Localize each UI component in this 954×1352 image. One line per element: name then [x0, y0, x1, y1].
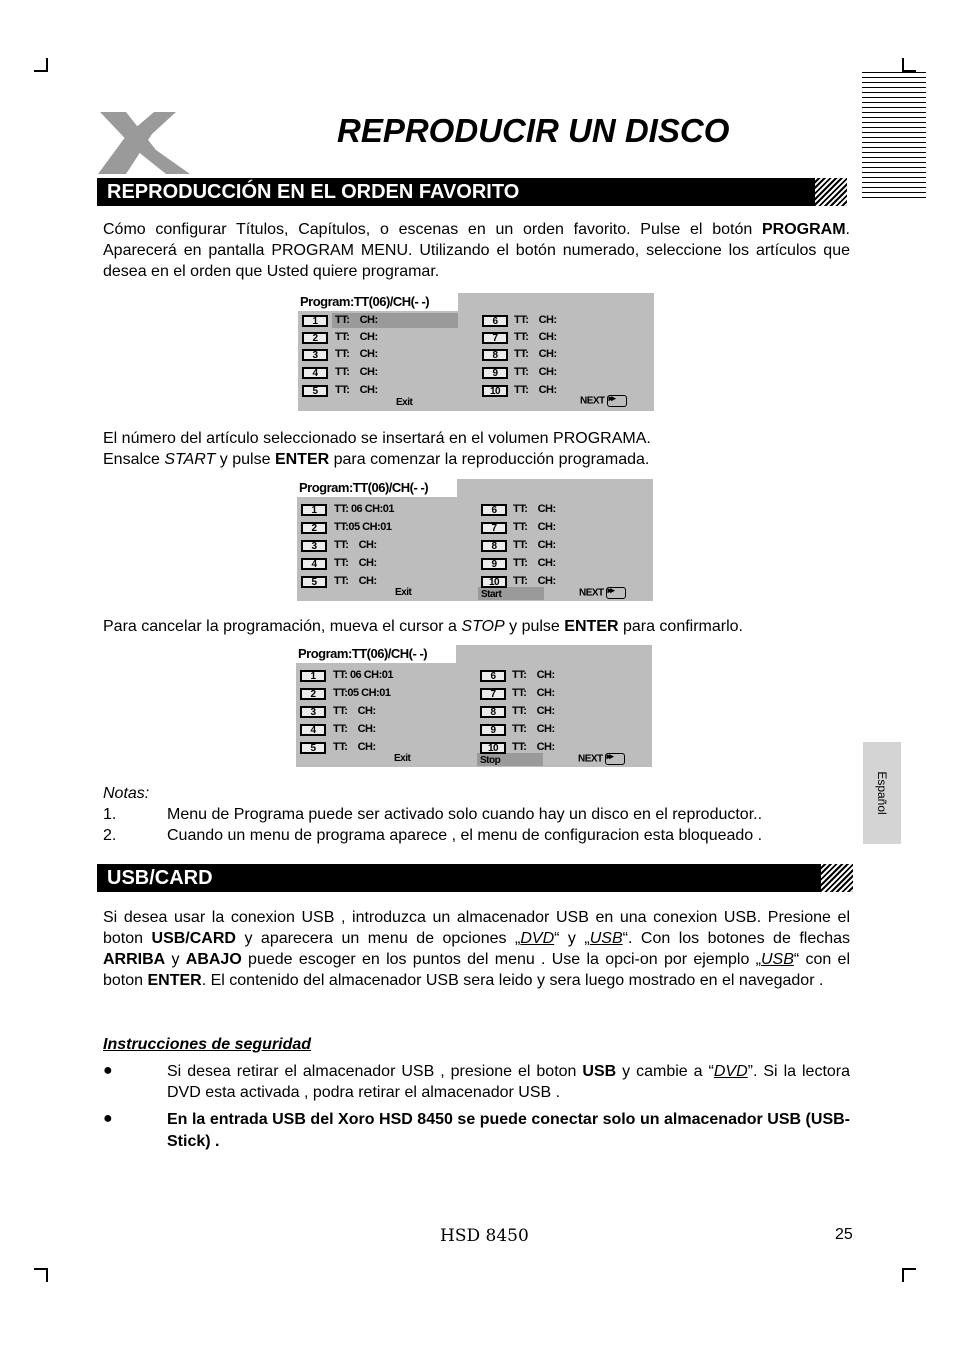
osd-slot-entry: TT: CH: [335, 366, 378, 378]
osd-slot-number: 9 [481, 558, 507, 570]
osd-slot-number: 4 [301, 558, 327, 570]
usb-t8: . El contenido del almacenador USB sera leido y sera luego mostrado en el navegador . [201, 972, 824, 989]
arriba-keyword: ARRIBA [103, 951, 166, 968]
safety-heading: Instrucciones de seguridad [103, 1036, 312, 1053]
osd-slot-entry: TT: CH: [512, 723, 555, 735]
osd-header: Program:TT(06)/CH(- -) [296, 645, 456, 663]
usb-keyword: USB [582, 1063, 617, 1080]
note-text: Menu de Programa puede ser activado solo cuando hay un disco en el reproductor.. [167, 806, 763, 823]
osd-exit-label: Exit [396, 397, 413, 408]
next-arrow-icon [607, 395, 627, 407]
crop-mark-bottom-left [34, 1268, 48, 1282]
osd-slot-entry: TT: CH: [513, 575, 556, 587]
language-tab [863, 742, 901, 844]
osd-slot-number: 1 [302, 315, 328, 327]
usb-t6: puede escoger en los puntos del menu . Use la opci-on por ejemplo „ [241, 951, 761, 968]
abajo-keyword: ABAJO [185, 951, 242, 968]
b1-t3: ”. Si la lectora DVD esta activada , podra retirar el almacenador USB . [167, 1063, 851, 1101]
usb-paragraph [103, 907, 850, 991]
osd-slot-entry: TT: CH: [513, 539, 556, 551]
osd-slot-entry: TT: CH: [512, 669, 555, 681]
intro-text-2: . Aparecerá en pantalla PROGRAM MENU. Utilizando el botón numerado, seleccione los artículos que desea en el orden que Usted quiere programar. [103, 221, 850, 280]
decorative-stripes [862, 72, 926, 200]
p2-t1: Ensalce [103, 451, 165, 468]
enter-keyword: ENTER [274, 451, 330, 468]
program-menu-screen-3 [296, 645, 652, 767]
enter-keyword: ENTER [564, 618, 619, 635]
osd-slot-number: 3 [301, 540, 327, 552]
osd-slot-number: 5 [300, 742, 326, 754]
next-arrow-icon [606, 587, 626, 599]
osd-slot-number: 7 [482, 332, 508, 344]
osd-slot-number: 2 [301, 522, 327, 534]
para2-line2 [103, 449, 850, 470]
osd-slot-entry: TT: CH: [333, 705, 376, 717]
osd-slot-number: 8 [482, 349, 508, 361]
osd-slot-entry: TT: CH: [334, 557, 377, 569]
osd-slot-entry: TT:05 CH:01 [334, 521, 392, 533]
section-heading-text: USB/CARD [107, 867, 213, 889]
usb-option: USB [760, 951, 794, 968]
osd-slot-entry: TT: CH: [334, 575, 377, 587]
safety-bullet-1 [167, 1061, 850, 1103]
paragraph-3 [103, 616, 850, 637]
osd-slot-entry: TT:05 CH:01 [333, 687, 391, 699]
osd-slot-number: 6 [482, 315, 508, 327]
osd-slot-number: 5 [301, 576, 327, 588]
next-text: NEXT [580, 395, 605, 407]
p2-t3: para comenzar la reproducción programada. [329, 451, 650, 468]
osd-slot-number: 2 [300, 688, 326, 700]
osd-slot-number: 1 [300, 670, 326, 682]
usb-t4: “. Con los botones de flechas [622, 930, 851, 947]
osd-next-label [580, 395, 627, 407]
osd-slot-number: 10 [480, 742, 506, 754]
intro-paragraph [103, 219, 850, 282]
osd-header: Program:TT(06)/CH(- -) [297, 479, 457, 497]
next-arrow-icon [605, 753, 625, 765]
osd-slot-number: 7 [481, 522, 507, 534]
osd-slot-entry: TT: CH: [512, 687, 555, 699]
osd-slot-entry: TT: CH: [335, 348, 378, 360]
dvd-option: DVD [520, 930, 555, 947]
page-number: 25 [835, 1226, 853, 1243]
osd-slot-entry: TT: CH: [512, 705, 555, 717]
usb-t2: y aparecera un menu de opciones „ [235, 930, 521, 947]
section-heading-usb-card [97, 864, 853, 892]
osd-slot-entry: TT: CH: [514, 384, 557, 396]
osd-exit-label: Exit [395, 587, 412, 598]
osd-slot-entry: TT: CH: [333, 741, 376, 753]
dvd-option: DVD [713, 1063, 748, 1080]
osd-slot-entry: TT: CH: [334, 539, 377, 551]
heading-dots-decoration [815, 178, 851, 206]
note-text: Cuando un menu de programa aparece , el menu de configuracion esta bloqueado . [167, 827, 763, 844]
osd-slot-number: 5 [302, 385, 328, 397]
osd-next-label [579, 587, 626, 599]
crop-mark-bottom-right [902, 1268, 916, 1282]
program-menu-screen-2 [297, 479, 653, 601]
osd-slot-number: 8 [481, 540, 507, 552]
section-heading-text: REPRODUCCIÓN EN EL ORDEN FAVORITO [107, 181, 520, 203]
osd-slot-number: 4 [300, 724, 326, 736]
osd-slot-entry: TT: CH: [514, 348, 557, 360]
osd-slot-number: 4 [302, 367, 328, 379]
note-item [103, 804, 850, 825]
notes-block [103, 783, 850, 846]
start-keyword: START [164, 451, 216, 468]
osd-stop-label: Stop [480, 755, 501, 766]
p3-t3: para confirmarlo. [618, 618, 743, 635]
osd-slot-number: 6 [480, 670, 506, 682]
next-text: NEXT [579, 587, 604, 599]
osd-slot-entry: TT: 06 CH:01 [334, 503, 395, 515]
usb-t3: “ y „ [554, 930, 590, 947]
crop-mark-top-left [34, 58, 48, 72]
note-item [103, 825, 850, 846]
program-menu-screen-1 [298, 293, 654, 411]
osd-slot-entry: TT: CH: [514, 366, 557, 378]
usb-option: USB [589, 930, 623, 947]
osd-slot-number: 2 [302, 332, 328, 344]
osd-slot-number: 9 [480, 724, 506, 736]
osd-next-label [578, 753, 625, 765]
osd-slot-entry: TT: CH: [513, 557, 556, 569]
program-keyword: PROGRAM [761, 221, 846, 238]
xoro-logo [96, 110, 194, 176]
osd-slot-number: 10 [482, 385, 508, 397]
bullet-icon: ● [103, 1062, 113, 1079]
para2-line1: El número del artículo seleccionado se insertará en el volumen PROGRAMA. [103, 430, 651, 447]
osd-slot-entry: TT: CH: [514, 314, 557, 326]
note-number: 2. [103, 827, 117, 844]
osd-slot-entry: TT: CH: [333, 723, 376, 735]
bullet-icon: ● [103, 1110, 113, 1127]
osd-exit-label: Exit [394, 753, 411, 764]
osd-slot-number: 6 [481, 504, 507, 516]
enter-keyword: ENTER [147, 972, 202, 989]
paragraph-2 [103, 428, 850, 470]
footer-brand: HSD 8450 [440, 1226, 529, 1246]
usb-t7: “ con el boton [103, 951, 851, 989]
osd-start-label: Start [481, 589, 502, 600]
heading-dots-decoration [821, 864, 857, 892]
osd-slot-number: 7 [480, 688, 506, 700]
safety-bullet-2: En la entrada USB del Xoro HSD 8450 se puede conectar solo un almacenador USB (USB-Stick) . [167, 1111, 850, 1150]
osd-slot-entry: TT: CH: [513, 503, 556, 515]
section-heading-favorite-order [97, 178, 847, 206]
intro-text-1: Cómo configurar Títulos, Capítulos, o escenas en un orden favorito. Pulse el botón [103, 221, 762, 238]
usb-t1: Si desea usar la conexion USB , introduzca un almacenador USB en una conexion USB. Presione el boton [103, 909, 850, 947]
p3-t1: Para cancelar la programación, mueva el cursor a [103, 618, 462, 635]
osd-slot-entry: TT: CH: [512, 741, 555, 753]
osd-slot-entry: TT: CH: [514, 331, 557, 343]
usb-t5: y [165, 951, 186, 968]
osd-slot-number: 10 [481, 576, 507, 588]
p3-t2: y pulse [504, 618, 565, 635]
note-number: 1. [103, 806, 117, 823]
osd-slot-entry: TT: CH: [335, 384, 378, 396]
p2-t2: y pulse [215, 451, 275, 468]
osd-slot-entry: TT: CH: [335, 314, 378, 326]
b1-t1: Si desea retirar el almacenador USB , presione el boton [167, 1063, 583, 1080]
next-text: NEXT [578, 753, 603, 765]
osd-slot-number: 8 [480, 706, 506, 718]
notes-label: Notas: [103, 785, 150, 802]
osd-header: Program:TT(06)/CH(- -) [298, 293, 458, 311]
osd-slot-number: 9 [482, 367, 508, 379]
page-title: REPRODUCIR UN DISCO [337, 112, 730, 149]
osd-slot-number: 1 [301, 504, 327, 516]
osd-slot-entry: TT: CH: [335, 331, 378, 343]
osd-slot-number: 3 [300, 706, 326, 718]
usb-card-keyword: USB/CARD [151, 930, 236, 947]
osd-slot-number: 3 [302, 349, 328, 361]
b1-t2: y cambie a “ [616, 1063, 714, 1080]
language-tab-label: Español [875, 771, 889, 815]
osd-slot-entry: TT: 06 CH:01 [333, 669, 394, 681]
crop-mark-top-right [902, 58, 916, 72]
stop-keyword: STOP [461, 618, 505, 635]
osd-slot-entry: TT: CH: [513, 521, 556, 533]
